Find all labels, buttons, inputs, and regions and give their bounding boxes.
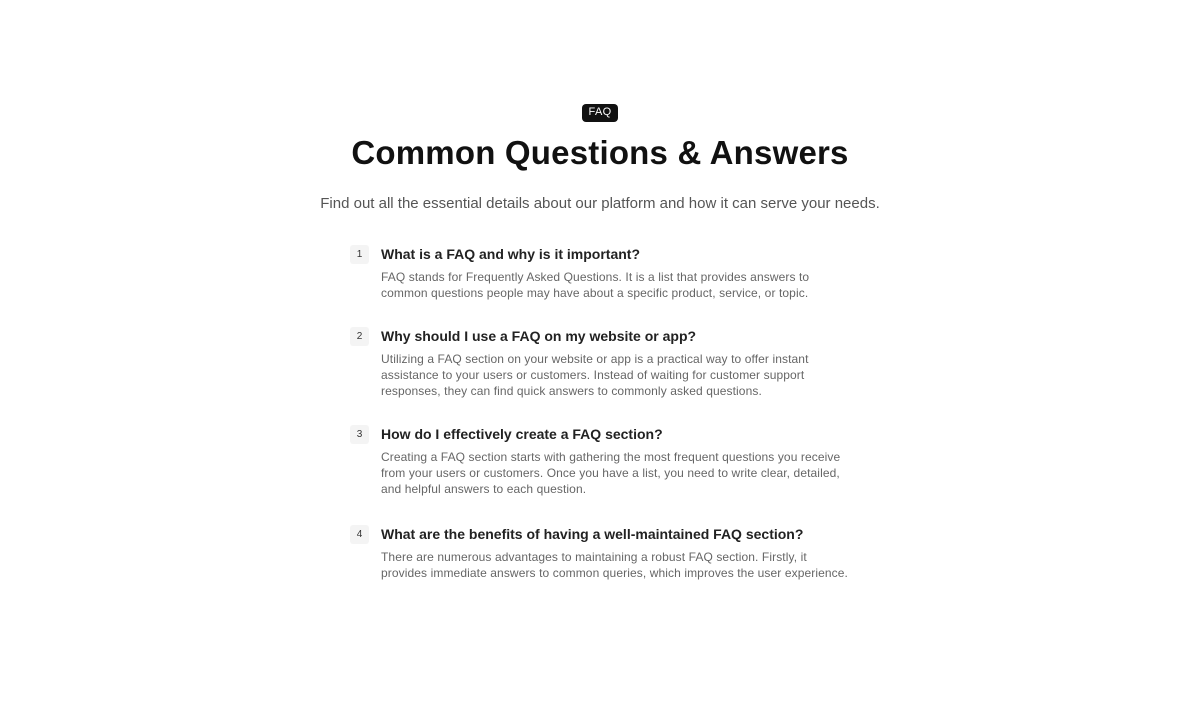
- faq-number-badge: 3: [350, 425, 369, 444]
- page-subtitle: Find out all the essential details about our platform and how it can serve your needs.: [320, 195, 880, 212]
- faq-number-badge: 4: [350, 525, 369, 544]
- faq-answer: Creating a FAQ section starts with gathering the most frequent questions you receive from your users or customers. Once you have a list, you need to write clear, detailed, and helpful answers to each question.: [381, 450, 841, 496]
- faq-answer: Utilizing a FAQ section on your website or app is a practical way to offer instant assistance to your users or customers. Instead of waiting for customer support responses, they can find quick answers to commonly asked questions.: [381, 352, 809, 398]
- faq-item-2: [350, 325, 850, 399]
- faq-question: What is a FAQ and why is it important?: [381, 246, 641, 262]
- faq-answer: FAQ stands for Frequently Asked Questions. It is a list that provides answers to common questions people may have about a specific product, service, or topic.: [381, 270, 810, 300]
- faq-header: [0, 102, 1200, 214]
- faq-question: Why should I use a FAQ on my website or app?: [381, 328, 697, 344]
- faq-question: How do I effectively create a FAQ section?: [381, 426, 663, 442]
- faq-item-3: [350, 423, 850, 497]
- page-title: Common Questions & Answers: [351, 134, 849, 171]
- faq-answer: There are numerous advantages to maintaining a robust FAQ section. Firstly, it provides immediate answers to common queries, which improves the user experience.: [381, 550, 848, 580]
- faq-question: What are the benefits of having a well-maintained FAQ section?: [381, 526, 804, 542]
- faq-list: [350, 243, 850, 605]
- faq-number-badge: 1: [350, 245, 369, 264]
- faq-number-badge: 2: [350, 327, 369, 346]
- faq-item-4: [350, 523, 850, 581]
- faq-item-1: [350, 243, 850, 301]
- faq-badge: FAQ: [582, 104, 619, 122]
